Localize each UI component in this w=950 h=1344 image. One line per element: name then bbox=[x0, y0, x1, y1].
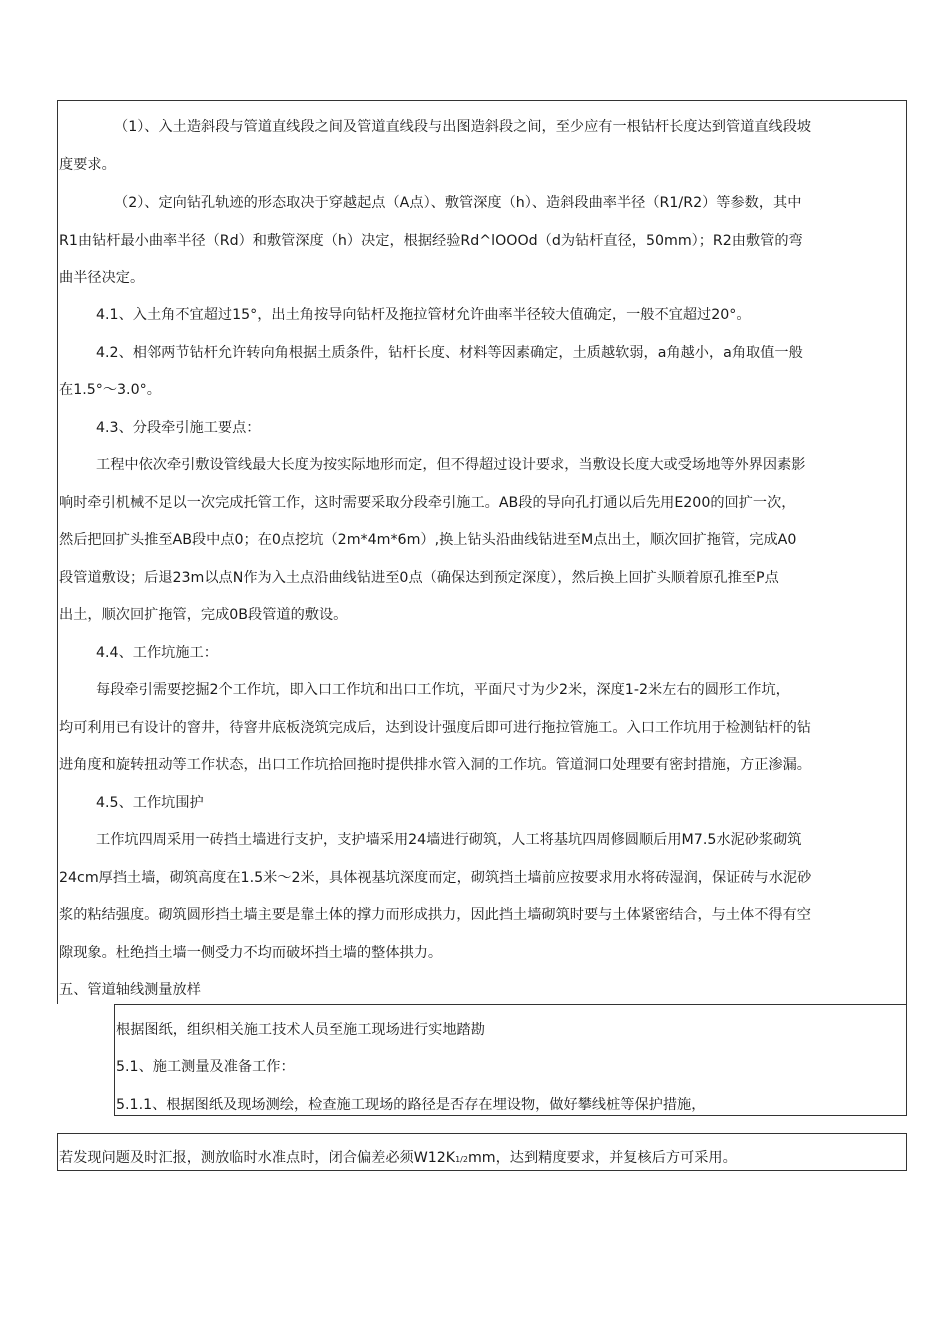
heading-4-4: 4.4、工作坑施工： bbox=[96, 645, 218, 661]
para-4-5-line-4: 隙现象。杜绝挡土墙一侧受力不均而破坏挡土墙的整体拱力。 bbox=[59, 945, 443, 961]
para-4-2-line-2: 在1.5°〜3.0°。 bbox=[59, 382, 161, 398]
para-2-line-2: R1由钻杆最小曲率半径（Rd）和敷管深度（h）决定，根据经验Rd^lOOOd（d为钻杆直径，50mm）；R2由敷管的弯 bbox=[59, 233, 803, 249]
para-4-4-line-2: 均可利用已有设计的窨井，待窨井底板浇筑完成后，达到设计强度后即可进行拖拉管施工。入口工作坑用于检测钻杆的钻 bbox=[59, 720, 811, 736]
para-4-3-line-5: 出土，顺次回扩拖管，完成0B段管道的敷设。 bbox=[59, 607, 348, 623]
para-4-4-line-1: 每段牵引需要挖掘2个工作坑，即入口工作坑和出口工作坑，平面尺寸为少2米，深度1-2米左右的圆形工作坑， bbox=[96, 682, 790, 698]
continuation-text-after: mm，达到精度要求，并复核后方可采用。 bbox=[467, 1150, 737, 1166]
para-4-3-line-4: 段管道敷设；后退23m以点N作为入土点沿曲线钻进至0点（确保达到预定深度），然后换上回扩头顺着原孔推至P点 bbox=[59, 570, 779, 586]
para-4-3-line-3: 然后把回扩头推至AB段中点0；在0点挖坑（2m*4m*6m）,换上钻头沿曲线钻进至M点出土，顺次回扩拖管，完成A0 bbox=[59, 532, 797, 548]
para-1-line-1: （1）、入土造斜段与管道直线段之间及管道直线段与出图造斜段之间，至少应有一根钻杆长度达到管道直线段坡 bbox=[114, 119, 812, 135]
continuation-line bbox=[59, 1148, 737, 1170]
continuation-subscript: 1/2 bbox=[455, 1155, 468, 1164]
para-4-4-line-3: 进角度和旋转扭动等工作状态，出口工作坑拾回拖时提供排水管入洞的工作坑。管道洞口处理要有密封措施，方正渗漏。 bbox=[59, 757, 811, 773]
para-4-3-line-2: 响时牵引机械不足以一次完成托管工作，这时需要采取分段牵引施工。AB段的导向孔打通以后先用E200的回扩一次， bbox=[59, 495, 796, 511]
para-2-line-1: （2）、定向钻孔轨迹的形态取决于穿越起点（A点）、敷管深度（h）、造斜段曲率半径（R1/R2）等参数，其中 bbox=[114, 195, 802, 211]
section-5-title: 五、管道轴线测量放样 bbox=[59, 982, 201, 998]
heading-5-1: 5.1、施工测量及准备工作： bbox=[116, 1059, 295, 1075]
heading-4-5: 4.5、工作坑围护 bbox=[96, 795, 204, 811]
continuation-text-before: 若发现问题及时汇报，测放临时水准点时，闭合偏差必须W12K bbox=[59, 1150, 456, 1166]
para-4-5-line-2: 24cm厚挡土墙，砌筑高度在1.5米〜2米，具体视基坑深度而定，砌筑挡土墙前应按要求用水将砖湿润，保证砖与水泥砂 bbox=[59, 870, 812, 886]
heading-4-3: 4.3、分段牵引施工要点： bbox=[96, 420, 261, 436]
para-4-5-line-1: 工作坑四周采用一砖挡土墙进行支护，支护墙采用24墙进行砌筑，人工将基坑四周修圆顺后用M7.5水泥砂浆砌筑 bbox=[96, 832, 802, 848]
para-4-1: 4.1、入土角不宜超过15°，出土角按导向钻杆及拖拉管材允许曲率半径较大值确定，一般不宜超过20°。 bbox=[96, 307, 751, 323]
para-1-line-2: 度要求。 bbox=[59, 157, 116, 173]
para-2-line-3: 曲半径决定。 bbox=[59, 270, 145, 286]
para-4-5-line-3: 浆的粘结强度。砌筑圆形挡土墙主要是靠土体的撑力而形成拱力，因此挡土墙砌筑时要与土体紧密结合，与土体不得有空 bbox=[59, 907, 811, 923]
para-5-1-1: 5.1.1、根据图纸及现场测绘，检查施工现场的路径是否存在埋设物，做好攀线桩等保护措施， bbox=[116, 1097, 706, 1113]
para-4-2-line-1: 4.2、相邻两节钻杆允许转向角根据土质条件，钻杆长度、材料等因素确定，土质越软弱，a角越小，a角取值一般 bbox=[96, 345, 803, 361]
section-5-intro: 根据图纸，组织相关施工技术人员至施工现场进行实地踏勘 bbox=[116, 1022, 485, 1038]
para-4-3-line-1: 工程中依次牵引敷设管线最大长度为按实际地形而定，但不得超过设计要求，当敷设长度大或受场地等外界因素影 bbox=[96, 457, 806, 473]
